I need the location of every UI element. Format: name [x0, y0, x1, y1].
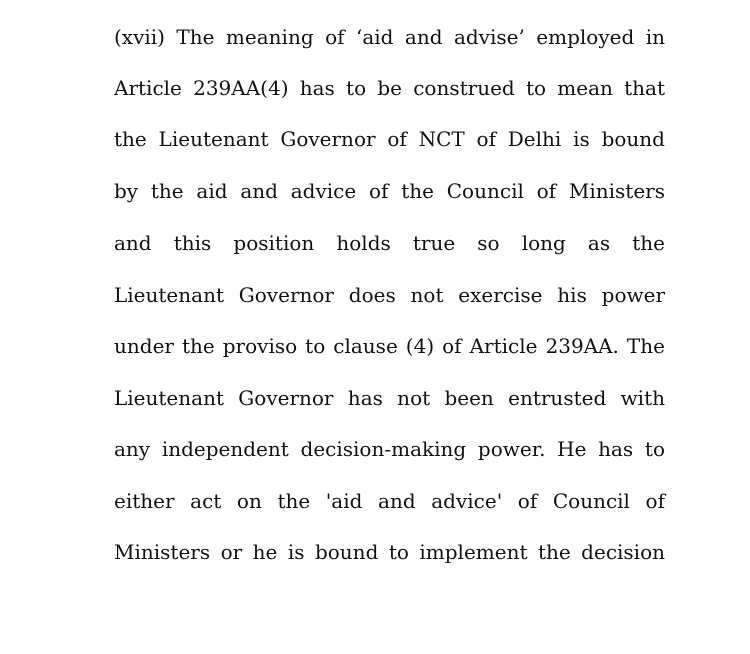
- paragraph-line: Article 239AA(4) has to be construed to mean that: [114, 76, 665, 100]
- paragraph-line: either act on the 'aid and advice' of Council of: [114, 489, 665, 513]
- paragraph-line: by the aid and advice of the Council of Ministers: [114, 179, 665, 203]
- paragraph-line: the Lieutenant Governor of NCT of Delhi is bound: [114, 127, 665, 151]
- paragraph-line: Lieutenant Governor does not exercise his power: [114, 283, 665, 307]
- paragraph-line: (xvii) The meaning of ‘aid and advise’ employed in: [114, 25, 665, 49]
- paragraph-line: Ministers or he is bound to implement the decision: [114, 540, 665, 564]
- paragraph-line: any independent decision-making power. He has to: [114, 437, 665, 461]
- paragraph-line: under the proviso to clause (4) of Article 239AA. The: [114, 334, 665, 358]
- paragraph-line: and this position holds true so long as the: [114, 231, 665, 255]
- paragraph-line: Lieutenant Governor has not been entrusted with: [114, 386, 665, 410]
